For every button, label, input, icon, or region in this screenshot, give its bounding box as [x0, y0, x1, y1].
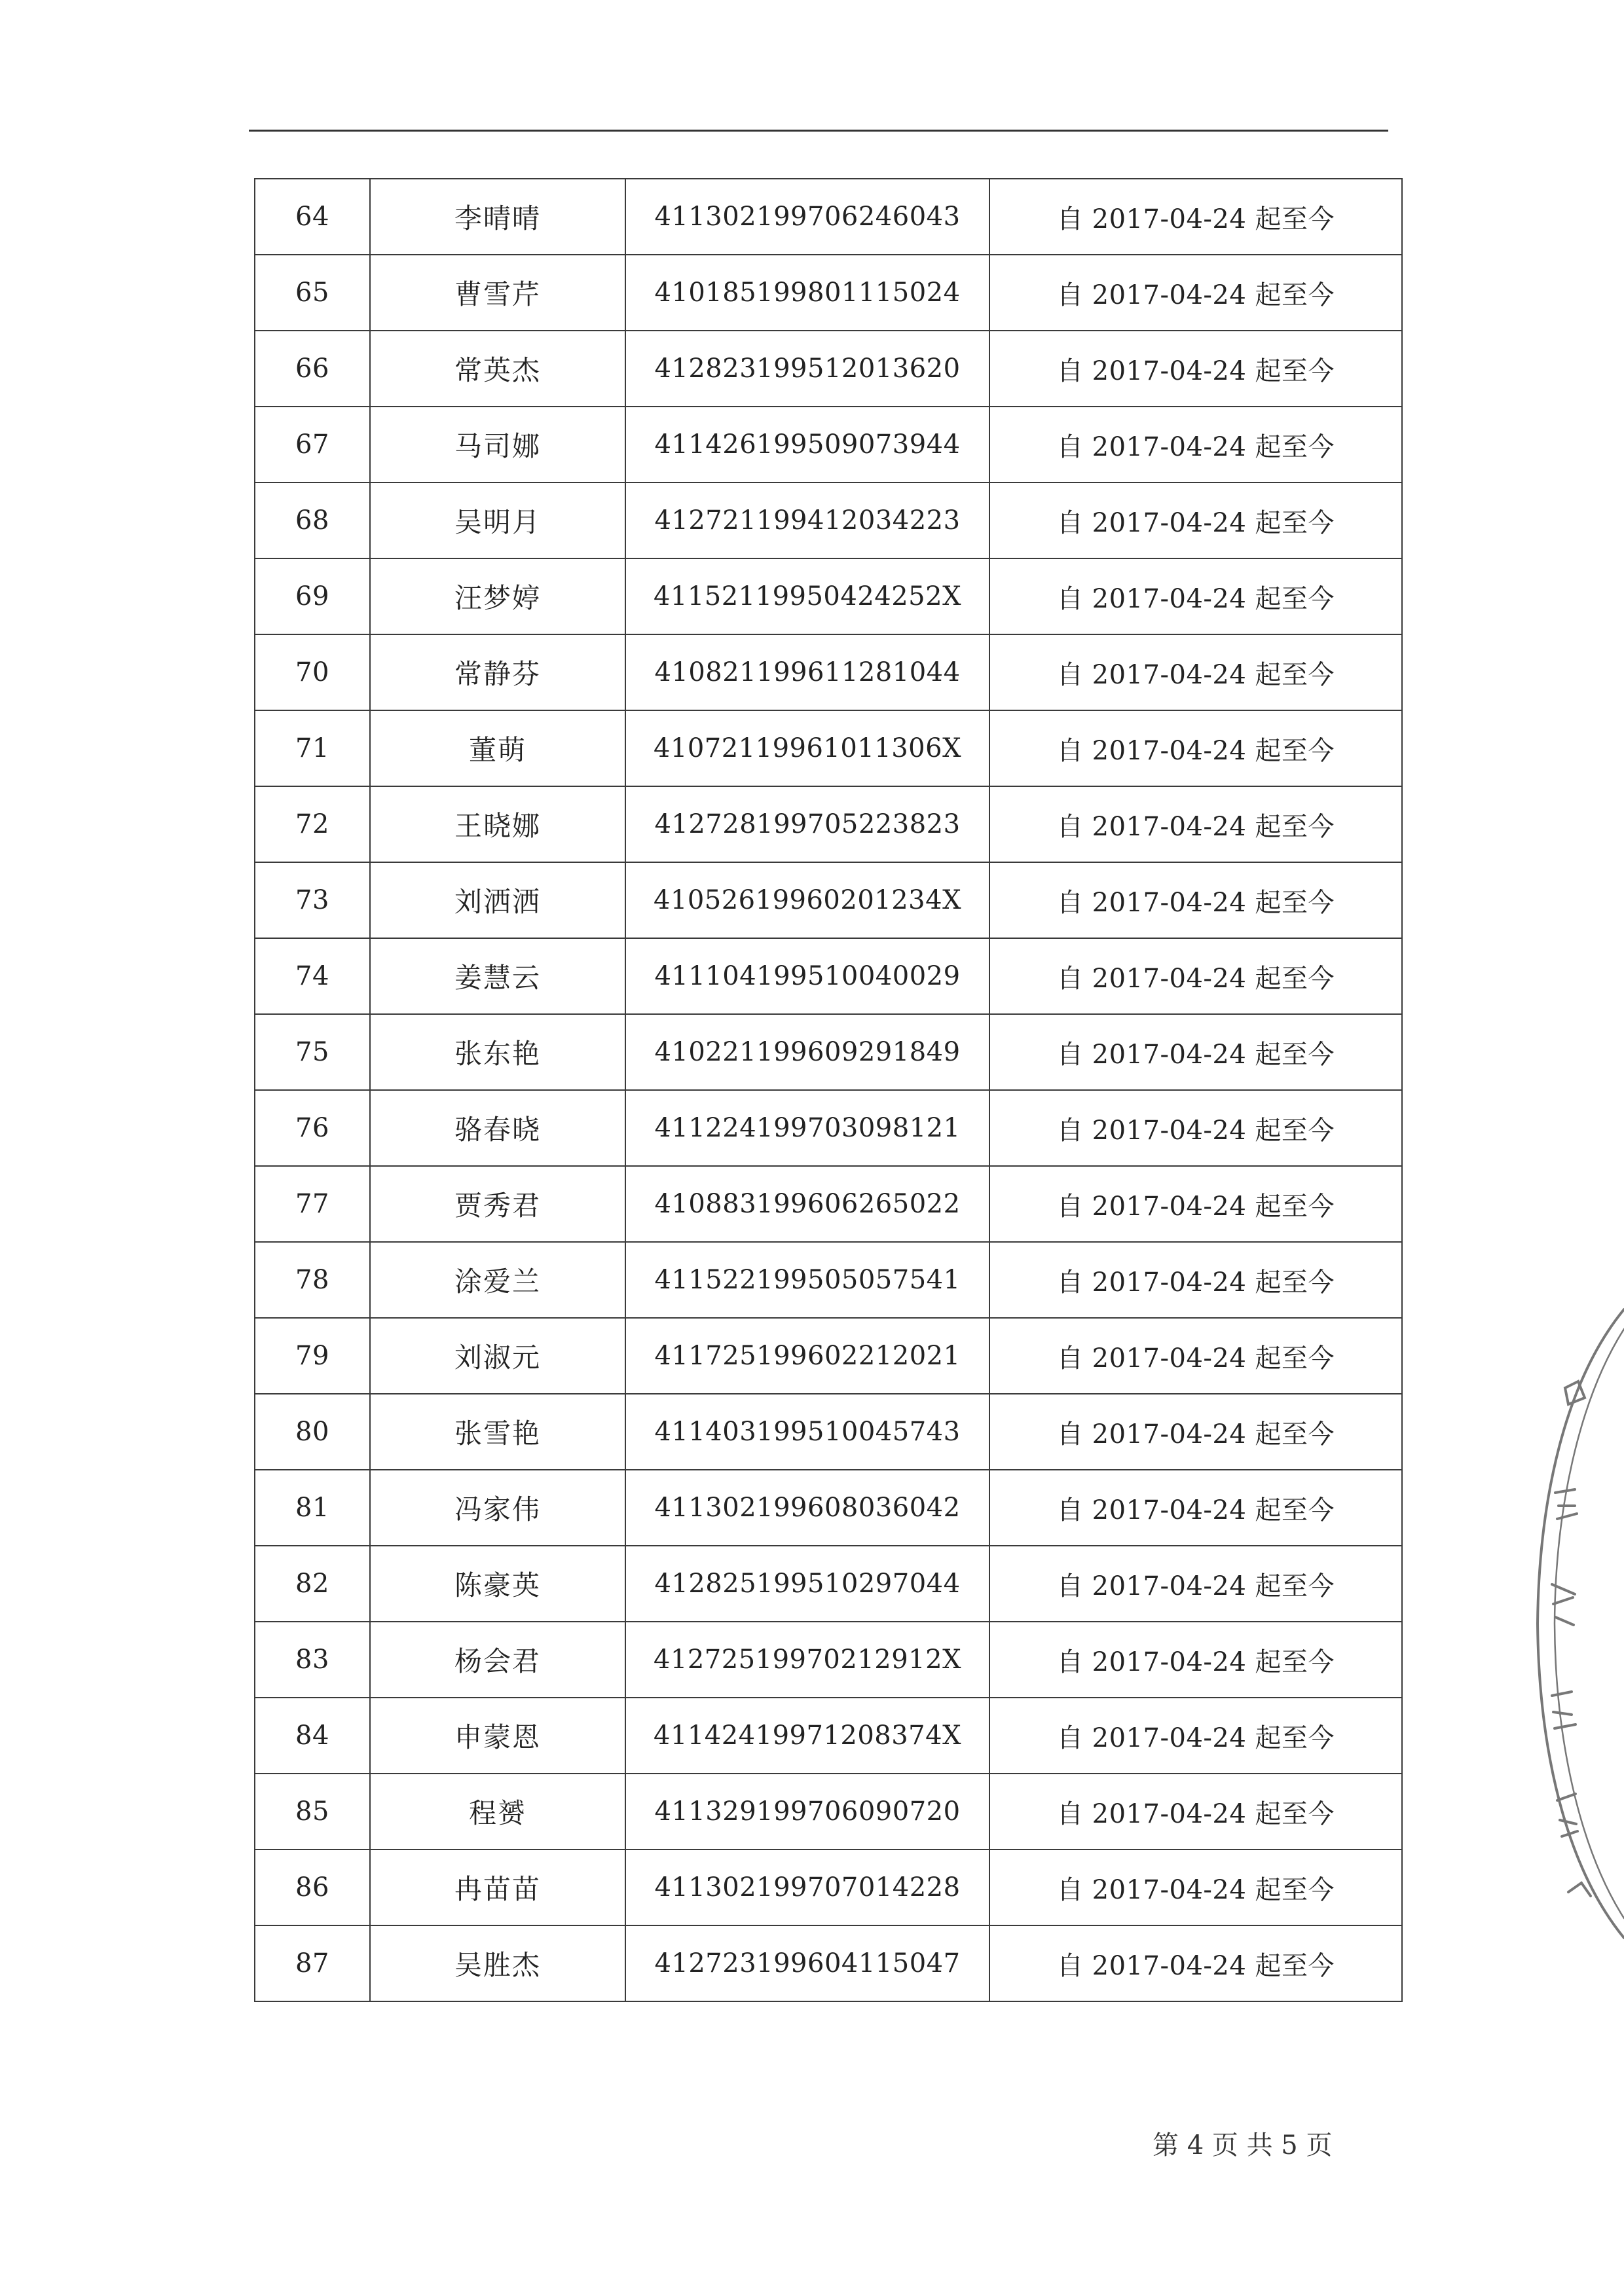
table-row — [255, 1774, 1402, 1850]
table-row — [255, 483, 1402, 558]
person-name: 吴胜杰 — [370, 1925, 625, 2001]
period-text: 自 2017-04-24 起至今 — [989, 1470, 1402, 1546]
person-name: 常静芬 — [370, 634, 625, 710]
id-number: 41052619960201234X — [625, 862, 989, 938]
period-text: 自 2017-04-24 起至今 — [989, 407, 1402, 483]
id-number: 411522199505057541 — [625, 1242, 989, 1318]
person-name: 张东艳 — [370, 1014, 625, 1090]
table-row — [255, 1546, 1402, 1622]
row-number: 67 — [255, 407, 370, 483]
table-row — [255, 1622, 1402, 1698]
id-number: 410821199611281044 — [625, 634, 989, 710]
id-number: 412721199412034223 — [625, 483, 989, 558]
id-number: 41152119950424252X — [625, 558, 989, 634]
table-row — [255, 862, 1402, 938]
row-number: 71 — [255, 710, 370, 786]
roster-table-body — [255, 179, 1402, 2001]
table-row — [255, 634, 1402, 710]
row-number: 74 — [255, 938, 370, 1014]
period-text: 自 2017-04-24 起至今 — [989, 938, 1402, 1014]
period-text: 自 2017-04-24 起至今 — [989, 1014, 1402, 1090]
period-text: 自 2017-04-24 起至今 — [989, 1166, 1402, 1242]
period-text: 自 2017-04-24 起至今 — [989, 1318, 1402, 1394]
id-number: 411104199510040029 — [625, 938, 989, 1014]
table-row — [255, 710, 1402, 786]
id-number: 412825199510297044 — [625, 1546, 989, 1622]
row-number: 68 — [255, 483, 370, 558]
period-text: 自 2017-04-24 起至今 — [989, 1698, 1402, 1774]
table-row — [255, 1014, 1402, 1090]
period-text: 自 2017-04-24 起至今 — [989, 179, 1402, 255]
table-row — [255, 331, 1402, 407]
seal-icon — [1526, 1303, 1624, 1944]
person-name: 陈豪英 — [370, 1546, 625, 1622]
table-row — [255, 1166, 1402, 1242]
person-name: 刘洒洒 — [370, 862, 625, 938]
person-name: 申蒙恩 — [370, 1698, 625, 1774]
id-number: 412728199705223823 — [625, 786, 989, 862]
person-name: 常英杰 — [370, 331, 625, 407]
period-text: 自 2017-04-24 起至今 — [989, 1394, 1402, 1470]
period-text: 自 2017-04-24 起至今 — [989, 862, 1402, 938]
id-number: 41142419971208374X — [625, 1698, 989, 1774]
table-row — [255, 1394, 1402, 1470]
id-number: 410185199801115024 — [625, 255, 989, 331]
person-name: 张雪艳 — [370, 1394, 625, 1470]
person-name: 马司娜 — [370, 407, 625, 483]
person-name: 姜慧云 — [370, 938, 625, 1014]
page-number: 第 4 页 共 5 页 — [1153, 2130, 1333, 2160]
row-number: 75 — [255, 1014, 370, 1090]
id-number: 410883199606265022 — [625, 1166, 989, 1242]
row-number: 69 — [255, 558, 370, 634]
row-number: 87 — [255, 1925, 370, 2001]
person-name: 杨会君 — [370, 1622, 625, 1698]
period-text: 自 2017-04-24 起至今 — [989, 1242, 1402, 1318]
person-name: 涂爱兰 — [370, 1242, 625, 1318]
table-row — [255, 786, 1402, 862]
period-text: 自 2017-04-24 起至今 — [989, 1546, 1402, 1622]
id-number: 412823199512013620 — [625, 331, 989, 407]
table-row — [255, 1242, 1402, 1318]
table-row — [255, 1318, 1402, 1394]
row-number: 72 — [255, 786, 370, 862]
person-name: 汪梦婷 — [370, 558, 625, 634]
id-number: 410221199609291849 — [625, 1014, 989, 1090]
period-text: 自 2017-04-24 起至今 — [989, 331, 1402, 407]
period-text: 自 2017-04-24 起至今 — [989, 1925, 1402, 2001]
row-number: 70 — [255, 634, 370, 710]
table-row — [255, 1090, 1402, 1166]
period-text: 自 2017-04-24 起至今 — [989, 483, 1402, 558]
id-number: 411426199509073944 — [625, 407, 989, 483]
row-number: 65 — [255, 255, 370, 331]
person-name: 曹雪芹 — [370, 255, 625, 331]
person-name: 骆春晓 — [370, 1090, 625, 1166]
table-row — [255, 1470, 1402, 1546]
row-number: 86 — [255, 1850, 370, 1925]
id-number: 411329199706090720 — [625, 1774, 989, 1850]
period-text: 自 2017-04-24 起至今 — [989, 786, 1402, 862]
table-row — [255, 558, 1402, 634]
row-number: 73 — [255, 862, 370, 938]
id-number: 41072119961011306X — [625, 710, 989, 786]
row-number: 85 — [255, 1774, 370, 1850]
table-row — [255, 1698, 1402, 1774]
person-name: 贾秀君 — [370, 1166, 625, 1242]
row-number: 76 — [255, 1090, 370, 1166]
period-text: 自 2017-04-24 起至今 — [989, 1774, 1402, 1850]
row-number: 79 — [255, 1318, 370, 1394]
period-text: 自 2017-04-24 起至今 — [989, 255, 1402, 331]
id-number: 411302199706246043 — [625, 179, 989, 255]
table-row — [255, 1850, 1402, 1925]
table-row — [255, 1925, 1402, 2001]
partial-seal-stamp — [1526, 1303, 1624, 1944]
header-rule — [249, 130, 1388, 132]
id-number: 411302199707014228 — [625, 1850, 989, 1925]
person-name: 李晴晴 — [370, 179, 625, 255]
person-name: 董萌 — [370, 710, 625, 786]
id-number: 411302199608036042 — [625, 1470, 989, 1546]
table-row — [255, 255, 1402, 331]
period-text: 自 2017-04-24 起至今 — [989, 634, 1402, 710]
table-row — [255, 179, 1402, 255]
person-name: 吴明月 — [370, 483, 625, 558]
row-number: 80 — [255, 1394, 370, 1470]
table-row — [255, 407, 1402, 483]
table-row — [255, 938, 1402, 1014]
id-number: 411224199703098121 — [625, 1090, 989, 1166]
id-number: 412723199604115047 — [625, 1925, 989, 2001]
person-name: 王晓娜 — [370, 786, 625, 862]
row-number: 78 — [255, 1242, 370, 1318]
period-text: 自 2017-04-24 起至今 — [989, 1622, 1402, 1698]
id-number: 411725199602212021 — [625, 1318, 989, 1394]
roster-table — [254, 178, 1403, 2002]
person-name: 刘淑元 — [370, 1318, 625, 1394]
period-text: 自 2017-04-24 起至今 — [989, 710, 1402, 786]
row-number: 83 — [255, 1622, 370, 1698]
period-text: 自 2017-04-24 起至今 — [989, 558, 1402, 634]
row-number: 66 — [255, 331, 370, 407]
person-name: 冯家伟 — [370, 1470, 625, 1546]
id-number: 41272519970212912X — [625, 1622, 989, 1698]
person-name: 冉苗苗 — [370, 1850, 625, 1925]
person-name: 程赟 — [370, 1774, 625, 1850]
row-number: 77 — [255, 1166, 370, 1242]
period-text: 自 2017-04-24 起至今 — [989, 1090, 1402, 1166]
period-text: 自 2017-04-24 起至今 — [989, 1850, 1402, 1925]
row-number: 82 — [255, 1546, 370, 1622]
row-number: 64 — [255, 179, 370, 255]
id-number: 411403199510045743 — [625, 1394, 989, 1470]
row-number: 81 — [255, 1470, 370, 1546]
row-number: 84 — [255, 1698, 370, 1774]
